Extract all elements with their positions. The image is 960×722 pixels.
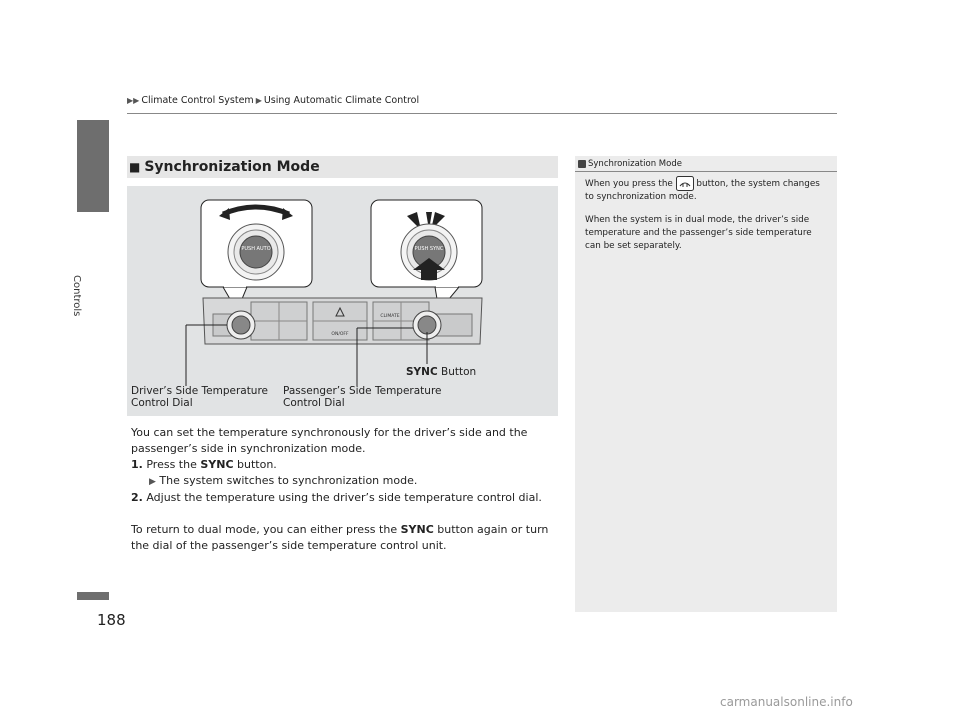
left-dial-text: PUSH AUTO bbox=[241, 246, 271, 252]
sync-button-label: SYNC Button bbox=[406, 366, 477, 378]
note-icon bbox=[578, 160, 586, 168]
header-rule bbox=[127, 113, 837, 114]
chapter-tab-label: Controls bbox=[71, 275, 82, 317]
climate-panel-figure bbox=[127, 186, 558, 416]
breadcrumb-item-2[interactable]: Using Automatic Climate Control bbox=[263, 95, 420, 106]
driver-dial-label: Driver’s Side Temperature Control Dial bbox=[131, 385, 269, 409]
arrow-icon: ▶ bbox=[255, 96, 262, 105]
right-dial-text: PUSH SYNC bbox=[414, 246, 444, 252]
side-note bbox=[575, 156, 837, 612]
result-arrow-icon: ▶ bbox=[149, 477, 156, 487]
passenger-dial-label: Passenger’s Side Temperature Control Dial bbox=[283, 385, 442, 409]
intro-paragraph: You can set the temperature synchronously for the driver’s side and the passenger’s side in synchronization mode. bbox=[131, 426, 528, 455]
panel-climate-label: CLIMATE bbox=[380, 314, 400, 319]
breadcrumb bbox=[127, 95, 419, 106]
step-2: 2. Adjust the temperature using the driver’s side temperature control dial. bbox=[131, 491, 542, 504]
climate-panel-illustration bbox=[127, 186, 558, 416]
page-number: 188 bbox=[97, 611, 126, 629]
panel-onoff-label: ON/OFF bbox=[331, 332, 349, 337]
note-paragraph-2: When the system is in dual mode, the driver’s side temperature and the passenger’s side temperature can be set separately. bbox=[585, 215, 812, 251]
note-body bbox=[575, 172, 837, 253]
front-defrost-button-icon bbox=[676, 176, 694, 191]
square-bullet-icon: ■ bbox=[129, 160, 141, 174]
step-1-result: ▶ The system switches to synchronization mode. bbox=[149, 474, 418, 487]
section-heading bbox=[127, 156, 558, 178]
section-title: Synchronization Mode bbox=[144, 159, 320, 175]
breadcrumb-item-1[interactable]: Climate Control System bbox=[141, 95, 254, 106]
watermark: carmanualsonline.info bbox=[720, 695, 853, 709]
double-arrow-icon: ▶▶ bbox=[127, 96, 140, 105]
body-text bbox=[131, 425, 561, 554]
return-paragraph: To return to dual mode, you can either press the SYNC button again or turn the dial of the passenger’s side temperature control unit. bbox=[131, 523, 549, 552]
note-paragraph-1: When you press the button, the system changes to synchronization mode. bbox=[585, 176, 829, 204]
step-1: 1. Press the SYNC button. bbox=[131, 458, 277, 471]
note-title: Synchronization Mode bbox=[575, 156, 837, 169]
